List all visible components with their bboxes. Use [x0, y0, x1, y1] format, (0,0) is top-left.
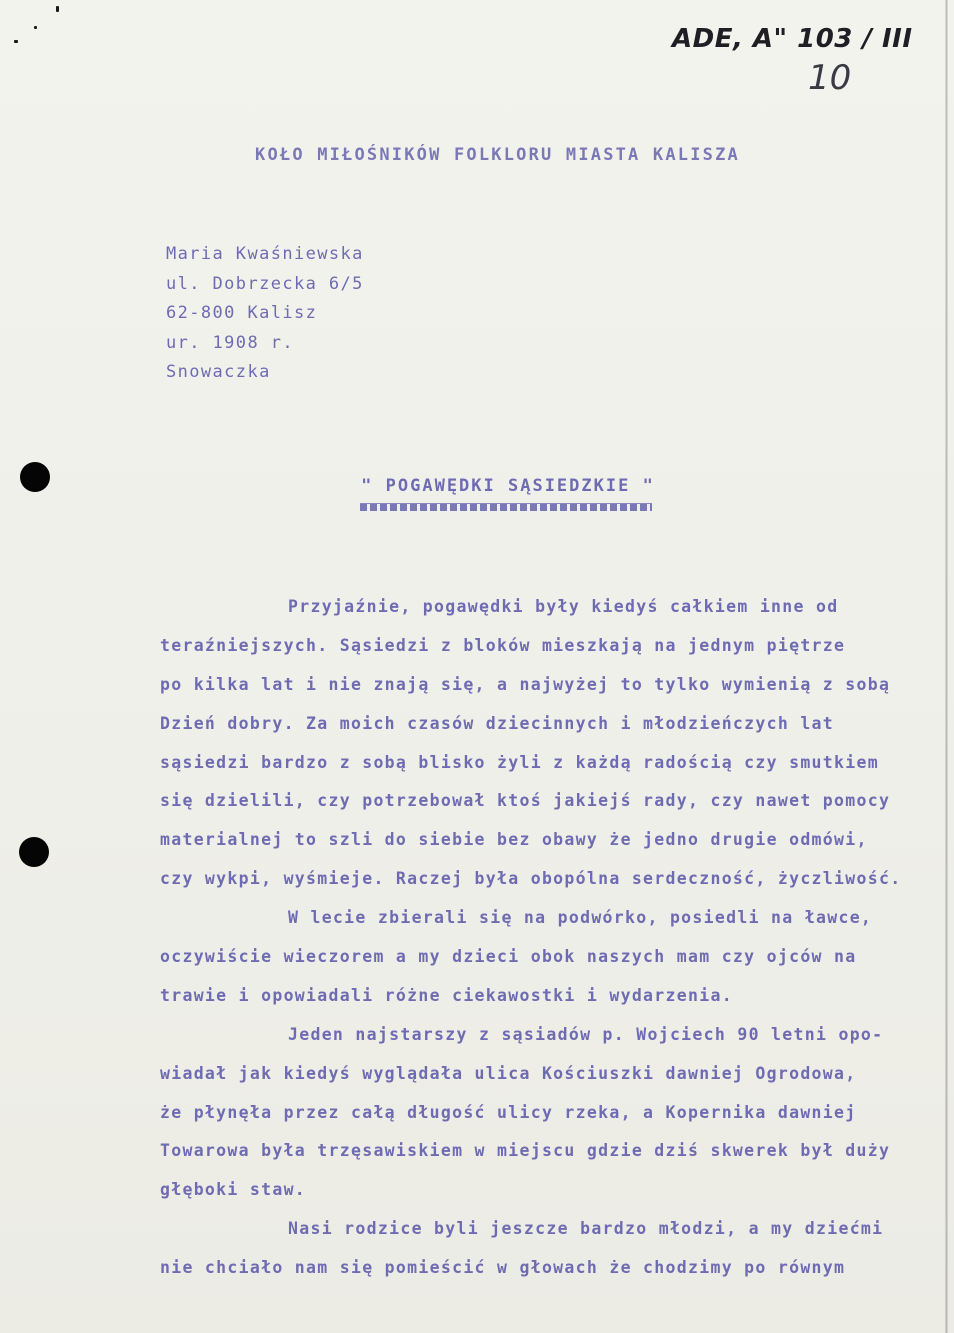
- body-line: Dzień dobry. Za moich czasów dziecinnych i młodzieńczych lat: [160, 713, 835, 733]
- archive-reference: ADE, A" 103 / III: [672, 24, 913, 54]
- body-line: W lecie zbierali się na podwórko, posiedli na ławce,: [288, 908, 873, 928]
- author-name: Maria Kwaśniewska: [166, 244, 364, 264]
- punch-hole: [20, 462, 50, 492]
- title-underline: [360, 503, 652, 511]
- body-line: Jeden najstarszy z sąsiadów p. Wojciech 90 letni opo-: [288, 1024, 884, 1044]
- story-title: " POGAWĘDKI SĄSIEDZKIE ": [361, 476, 655, 496]
- body-line: głęboki staw.: [160, 1180, 307, 1200]
- body-line: Przyjaźnie, pogawędki były kiedyś całkiem inne od: [288, 597, 839, 616]
- author-birth-year: ur. 1908 r.: [166, 332, 294, 353]
- organization-header: KOŁO MIŁOŚNIKÓW FOLKLORU MIASTA KALISZA: [255, 145, 740, 165]
- body-line: trawie i opowiadali różne ciekawostki i wydarzenia.: [160, 985, 733, 1005]
- body-line: czy wykpi, wyśmieje. Raczej była obopólna serdeczność, życzliwość.: [160, 869, 902, 889]
- author-street: ul. Dobrzecka 6/5: [166, 273, 364, 294]
- punch-hole: [19, 837, 49, 867]
- body-line: po kilka lat i nie znają się, a najwyżej to tylko wymienią z sobą: [160, 674, 891, 694]
- author-city: 62-800 Kalisz: [166, 303, 318, 323]
- folio-number: 10: [808, 58, 852, 98]
- ink-speck: [34, 26, 37, 29]
- body-line: Towarowa była trzęsawiskiem w miejscu gdzie dziś skwerek był duży: [160, 1141, 891, 1161]
- body-line: sąsiedzi bardzo z sobą blisko żyli z każdą radością czy smutkiem: [160, 752, 879, 772]
- body-line: wiadał jak kiedyś wyglądała ulica Kościuszki dawniej Ogrodowa,: [160, 1063, 857, 1083]
- body-line: teraźniejszych. Sąsiedzi z bloków mieszkają na jednym piętrze: [160, 635, 846, 655]
- body-line: Nasi rodzice byli jeszcze bardzo młodzi, a my dziećmi: [288, 1219, 884, 1239]
- body-line: oczywiście wieczorem a my dzieci obok naszych mam czy ojców na: [160, 947, 857, 967]
- story-body: [160, 592, 920, 1292]
- author-block: [166, 240, 364, 388]
- body-line: że płynęła przez całą długość ulicy rzeka, a Kopernika dawniej: [160, 1102, 857, 1122]
- author-occupation: Snowaczka: [166, 362, 271, 382]
- body-line: nie chciało nam się pomieścić w głowach że chodzimy po równym: [160, 1258, 846, 1278]
- ink-speck: [56, 6, 59, 12]
- page-edge-shadow: [945, 0, 948, 1333]
- ink-speck: [14, 40, 18, 43]
- body-line: materialnej to szli do siebie bez obawy że jedno drugie odmówi,: [160, 830, 868, 850]
- body-line: się dzielili, czy potrzebował ktoś jakiejś rady, czy nawet pomocy: [160, 791, 891, 811]
